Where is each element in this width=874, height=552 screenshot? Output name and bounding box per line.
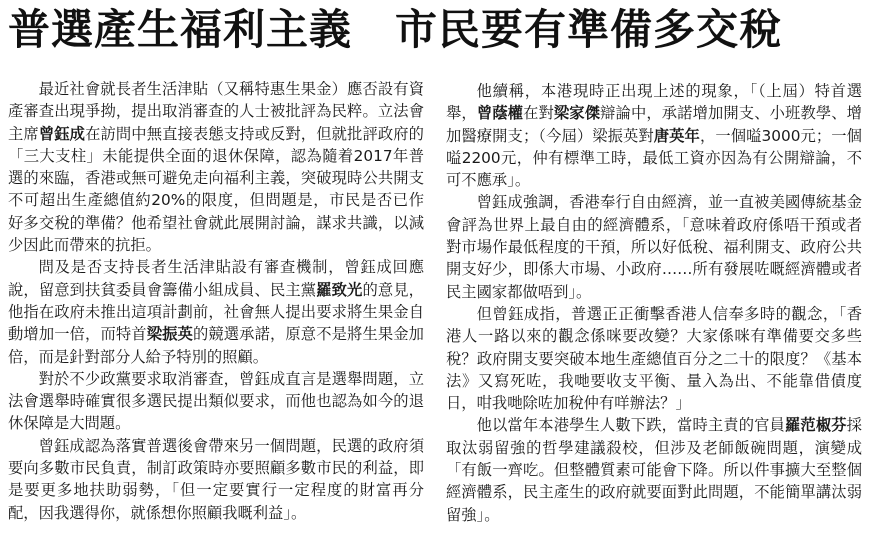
bold-name: 梁振英 (146, 325, 193, 344)
paragraph-text: 他續稱，本港現時正出現上述的現象，「（上屆）特首選舉， (446, 82, 862, 123)
paragraph-text: 採取汰弱留強的哲學建議殺校，但涉及老師飯碗問題，演變成「有飯一齊吃。但整體質素可能會下降。所以件事擴大至整個經濟體系，民主產生的政府就要面對此問題，不能簡單講汰弱留強」。 (446, 416, 862, 524)
bold-name: 梁家傑 (553, 104, 601, 123)
article-paragraph (8, 256, 424, 367)
paragraph-text: 曾鈺成認為落實普選後會帶來另一個問題，民選的政府須要向多數市民負責，制訂政策時亦要照顧多數市民的利益，即是要更多地扶助弱勢，「但一定要實行一定程度的財富再分配，因我選得你，就係想你照顧我嘅利益」。 (8, 436, 424, 522)
bold-name: 曾蔭權 (476, 104, 524, 123)
article-paragraph (8, 368, 424, 435)
paragraph-text: 但曾鈺成指，普選正正衝擊香港人信奉多時的觀念，「香港人一路以來的觀念係咪要改變？大家係咪有準備要交多些稅？政府開支要突破本地生產總值百分之二十的限度？《基本法》又寫死咗，我哋要收支平衡、量入為出、不能靠借債度日，咁我哋除咗加稅仲有咩辦法？」 (446, 304, 862, 413)
article-paragraph (446, 191, 862, 302)
article-column-right (446, 80, 862, 526)
paragraph-text: 辯論中，承諾增加開支、小班教學、增加醫療開支；（今屆）梁振英對 (446, 104, 862, 145)
article-column-left (8, 78, 424, 524)
paragraph-text: 他以當年本港學生人數下跌，當時主責的官員 (476, 416, 785, 435)
paragraph-text: 曾鈺成強調，香港奉行自由經濟，並一直被美國傳統基金會評為世界上最自由的經濟體系，「意味着政府係唔干預或者對市場作最低程度的干預，所以好低稅、福利開支、政府公共開支好少，即係大市場、小政府……所有發展咗嘅經濟體或者民主國家都做唔到」。 (446, 193, 862, 301)
article-paragraph (8, 78, 424, 256)
bold-name: 曾鈺成 (38, 124, 86, 143)
paragraph-text: 在對 (523, 104, 554, 123)
paragraph-text: 的競選承諾，原意不是將生果金加倍，而是針對部分人給予特別的照顧。 (8, 325, 424, 366)
bold-name: 唐英年 (653, 126, 700, 145)
paragraph-text: ，一個嗌3000元；一個嗌2200元，仲有標準工時，最低工資亦因為有公開辯論，不可不應承」。 (446, 126, 862, 190)
bold-name: 羅致光 (316, 280, 363, 299)
article-paragraph (446, 414, 862, 525)
headline: 普選產生福利主義 市民要有準備多交稅 (8, 5, 783, 54)
paragraph-text: 最近社會就長者生活津貼（又稱特惠生果金）應否設有資產審查出現爭拗，提出取消審查的人士被批評為民粹。立法會主席 (8, 80, 424, 143)
paragraph-text: 問及是否支持長者生活津貼設有審查機制，曾鈺成回應說，留意到扶貧委員會籌備小組成員、民主黨 (8, 258, 424, 299)
article-paragraph (8, 435, 424, 524)
article-paragraph (446, 80, 862, 191)
paragraph-text: 的意見，他指在政府未推出這項計劃前，社會無人提出要求將生果金自動增加一倍，而特首 (8, 280, 424, 344)
paragraph-text: 對於不少政黨要求取消審查，曾鈺成直言是選舉問題，立法會選舉時確實很多選民提出類似要求，而他也認為如今的退休保障是大問題。 (8, 369, 424, 433)
article-paragraph (446, 303, 862, 414)
bold-name: 羅范椒芬 (784, 416, 847, 435)
paragraph-text: 在訪問中無直接表態支持或反對，但就批評政府的「三大支柱」未能提供全面的退休保障，認為隨着2017年普選的來臨，香港或無可避免走向福利主義，突破現時公共開支不可超出生產總值約20%的限度，但問題是，市民是否已作好多交稅的準備？他希望社會就此展開討論，謀求共識，以減少因此而帶來的抗拒。 (8, 124, 424, 255)
